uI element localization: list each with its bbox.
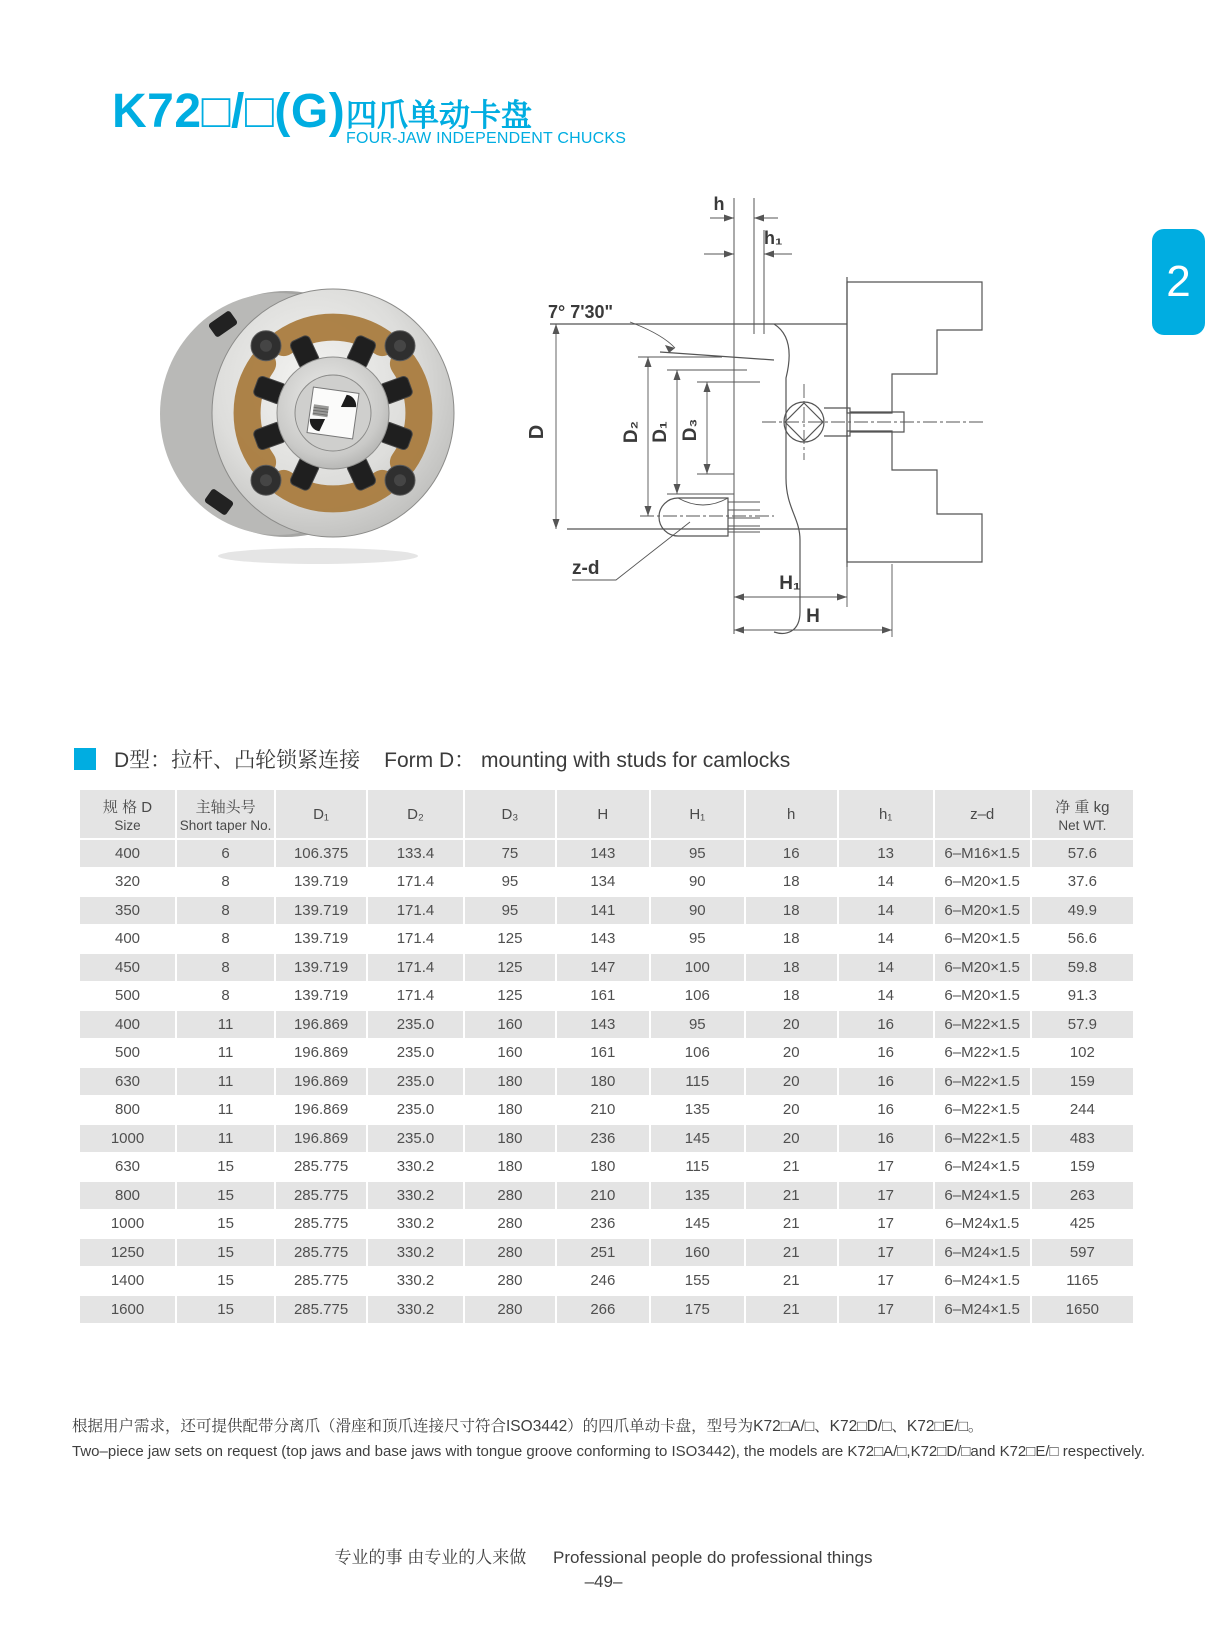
table-cell: 500 [115, 987, 141, 1005]
table-cell: 425 [1069, 1215, 1095, 1233]
table-cell: 210 [557, 1182, 649, 1209]
table-cell: 11 [177, 1068, 274, 1095]
table-row [80, 1068, 1133, 1095]
table-cell: 17 [839, 1239, 933, 1266]
table-cell: 235.0 [396, 1044, 435, 1062]
table-cell: 330.2 [396, 1158, 435, 1176]
table-cell: 8 [221, 930, 230, 948]
table-cell: 450 [80, 954, 175, 981]
table-cell: 280 [465, 1182, 555, 1209]
footnote-en: Two–piece jaw sets on request (top jaws and base jaws with tongue groove conforming to ISO3442), the models are K72□A/□,K72□D/□and K72□E/□ respectively. [72, 1442, 1145, 1460]
table-cell: 17 [877, 1158, 894, 1176]
dim-label-D3: D₃ [680, 418, 701, 442]
table-row [80, 897, 1133, 924]
table-cell: 20 [746, 1125, 837, 1152]
table-cell: 251 [557, 1239, 649, 1266]
table-cell: 180 [465, 1125, 555, 1152]
table-row [80, 983, 1133, 1010]
table-cell: 6–M22×1.5 [944, 1101, 1020, 1119]
section-title-en: Form D： mounting with studs for camlocks [384, 749, 791, 772]
table-cell: 18 [746, 897, 837, 924]
table-cell: 20 [782, 1101, 800, 1119]
table-cell: 143 [557, 840, 649, 867]
table-cell: 159 [1032, 1068, 1133, 1095]
section-bullet-icon [74, 748, 96, 770]
table-cell: 6–M24×1.5 [944, 1272, 1020, 1290]
table-cell: 280 [497, 1272, 523, 1290]
table-cell: 16 [877, 1101, 894, 1119]
table-cell: 95 [501, 873, 519, 891]
table-cell: 1650 [1032, 1296, 1133, 1323]
table-body [80, 840, 1133, 1323]
table-row [80, 1211, 1133, 1238]
table-row [80, 1011, 1133, 1038]
table-cell: 14 [877, 987, 894, 1005]
table-cell: 6–M24×1.5 [935, 1296, 1030, 1323]
table-cell: 320 [115, 873, 141, 891]
table-cell: 11 [177, 1125, 274, 1152]
table-cell: 16 [877, 1044, 894, 1062]
table-cell: 285.775 [276, 1182, 366, 1209]
footer-slogan-zh: 专业的事 由专业的人来做 [334, 1548, 527, 1567]
table-cell: 145 [651, 1125, 744, 1152]
table-cell: 141 [557, 897, 649, 924]
table-cell: 330.2 [368, 1296, 463, 1323]
page-title-en: FOUR-JAW INDEPENDENT CHUCKS [346, 130, 627, 147]
table-cell: 21 [782, 1272, 800, 1290]
table-cell: 20 [746, 1068, 837, 1095]
table-cell: 6–M22×1.5 [935, 1068, 1030, 1095]
table-cell: 6–M16×1.5 [935, 840, 1030, 867]
table-cell: 139.719 [293, 930, 349, 948]
table-cell: 244 [1069, 1101, 1095, 1119]
table-cell: 13 [839, 840, 933, 867]
table-cell: 155 [684, 1272, 710, 1290]
table-cell: 17 [877, 1272, 894, 1290]
table-cell: 134 [590, 873, 616, 891]
table-cell: 6–M22×1.5 [935, 1011, 1030, 1038]
table-cell: 6–M24×1.5 [935, 1239, 1030, 1266]
table-cell: 49.9 [1032, 897, 1133, 924]
table-cell: 330.2 [396, 1215, 435, 1233]
table-cell: 6–M24×1.5 [935, 1182, 1030, 1209]
table-cell: 180 [557, 1068, 649, 1095]
table-cell: 285.775 [293, 1158, 349, 1176]
table-cell: 6–M22×1.5 [944, 1044, 1020, 1062]
table-cell: 280 [465, 1239, 555, 1266]
section-header [74, 744, 790, 774]
table-cell: 8 [221, 987, 230, 1005]
table-row [80, 840, 1133, 867]
table-cell: 17 [839, 1182, 933, 1209]
table-cell: 17 [839, 1296, 933, 1323]
table-row [80, 1040, 1133, 1067]
table-cell: 37.6 [1067, 873, 1097, 891]
table-cell: 1400 [110, 1272, 145, 1290]
table-cell: 6–M20×1.5 [935, 897, 1030, 924]
table-cell: 400 [115, 930, 141, 948]
dim-label-D1: D₁ [650, 421, 671, 443]
column-header: H [557, 790, 649, 838]
page-title-model: K72□/□(G) [112, 85, 346, 138]
column-header: h [746, 790, 837, 838]
table-cell: 8 [221, 873, 230, 891]
table-cell: 1600 [80, 1296, 175, 1323]
dim-label-h1: h₁ [764, 228, 783, 248]
table-cell: 285.775 [276, 1296, 366, 1323]
table-cell: 14 [839, 954, 933, 981]
chapter-tab [1152, 229, 1205, 335]
table-cell: 171.4 [396, 873, 435, 891]
table-cell: 15 [177, 1296, 274, 1323]
table-cell: 171.4 [396, 930, 435, 948]
table-row [80, 1154, 1133, 1181]
table-cell: 15 [177, 1182, 274, 1209]
table-cell: 196.869 [276, 1011, 366, 1038]
table-cell: 400 [80, 840, 175, 867]
table-cell: 236 [590, 1215, 616, 1233]
table-cell: 135 [651, 1182, 744, 1209]
dim-label-H1: H₁ [779, 573, 801, 594]
table-cell: 139.719 [276, 897, 366, 924]
table-cell: 15 [177, 1239, 274, 1266]
table-cell: 15 [217, 1158, 234, 1176]
table-cell: 11 [177, 1011, 274, 1038]
table-row [80, 869, 1133, 896]
column-header: h₁ [839, 790, 933, 838]
footnotes [72, 1414, 1152, 1464]
table-cell: 8 [177, 897, 274, 924]
table-cell: 597 [1032, 1239, 1133, 1266]
table-cell: 133.4 [368, 840, 463, 867]
table-cell: 6–M20×1.5 [944, 987, 1020, 1005]
table-cell: 483 [1032, 1125, 1133, 1152]
table-row [80, 926, 1133, 953]
table-cell: 91.3 [1067, 987, 1097, 1005]
table-cell: 500 [115, 1044, 141, 1062]
column-header: 规 格 D Size [80, 790, 175, 838]
table-cell: 21 [782, 1215, 800, 1233]
table-cell: 350 [80, 897, 175, 924]
table-cell: 139.719 [293, 873, 349, 891]
table-row [80, 1097, 1133, 1124]
table-cell: 330.2 [368, 1239, 463, 1266]
table-cell: 145 [684, 1215, 710, 1233]
column-header: 净 重 kg Net WT. [1032, 790, 1133, 838]
table-cell: 196.869 [293, 1044, 349, 1062]
table-cell: 95 [651, 1011, 744, 1038]
table-cell: 90 [688, 873, 706, 891]
column-header: z–d [935, 790, 1030, 838]
table-cell: 95 [688, 930, 706, 948]
table-cell: 285.775 [276, 1239, 366, 1266]
table-row [80, 1268, 1133, 1295]
table-cell: 800 [80, 1182, 175, 1209]
table-cell: 106 [684, 1044, 710, 1062]
table-cell: 235.0 [368, 1068, 463, 1095]
table-cell: 18 [782, 987, 800, 1005]
table-cell: 115 [685, 1158, 710, 1176]
spec-table [78, 788, 1135, 1325]
table-cell: 6 [177, 840, 274, 867]
table-cell: 139.719 [276, 954, 366, 981]
table-cell: 8 [177, 954, 274, 981]
table-cell: 57.9 [1032, 1011, 1133, 1038]
table-cell: 139.719 [293, 987, 349, 1005]
table-cell: 630 [115, 1158, 141, 1176]
chapter-number: 2 [1166, 257, 1191, 306]
table-cell: 14 [877, 873, 894, 891]
table-cell: 6–M20×1.5 [935, 954, 1030, 981]
table-cell: 196.869 [293, 1101, 349, 1119]
table-cell: 235.0 [368, 1125, 463, 1152]
table-cell: 95 [465, 897, 555, 924]
table-cell: 266 [557, 1296, 649, 1323]
table-cell: 17 [877, 1215, 894, 1233]
column-header: H₁ [651, 790, 744, 838]
table-cell: 18 [746, 954, 837, 981]
table-cell: 143 [590, 930, 616, 948]
table-cell: 147 [557, 954, 649, 981]
column-header: 主轴头号 Short taper No. [177, 790, 274, 838]
table-cell: 20 [746, 1011, 837, 1038]
table-cell: 75 [465, 840, 555, 867]
table-cell: 180 [590, 1158, 616, 1176]
table-cell: 246 [590, 1272, 616, 1290]
table-cell: 95 [651, 840, 744, 867]
table-cell: 143 [557, 1011, 649, 1038]
dim-label-zd: z-d [572, 558, 600, 579]
table-cell: 16 [839, 1068, 933, 1095]
table-cell: 630 [80, 1068, 175, 1095]
page-title-zh: 四爪单动卡盘 [346, 98, 532, 133]
table-cell: 11 [217, 1101, 234, 1119]
table-cell: 285.775 [293, 1215, 349, 1233]
table-cell: 1000 [110, 1215, 145, 1233]
table-cell: 171.4 [368, 897, 463, 924]
table-cell: 59.8 [1032, 954, 1133, 981]
table-cell: 106.375 [276, 840, 366, 867]
footer-slogan [0, 1543, 1207, 1568]
table-cell: 210 [590, 1101, 616, 1119]
table-cell: 15 [217, 1215, 234, 1233]
table-cell: 1250 [80, 1239, 175, 1266]
table-cell: 125 [497, 930, 523, 948]
table-cell: 800 [115, 1101, 141, 1119]
table-cell: 330.2 [368, 1182, 463, 1209]
table-cell: 6–M22×1.5 [935, 1125, 1030, 1152]
table-row [80, 1239, 1133, 1266]
table-cell: 16 [839, 1125, 933, 1152]
dim-label-h: h [713, 194, 725, 214]
table-cell: 21 [782, 1158, 800, 1176]
table-cell: 330.2 [396, 1272, 435, 1290]
table-cell: 6–M24×1.5 [944, 1158, 1020, 1176]
footer-slogan-en: Professional people do professional things [553, 1548, 873, 1567]
table-cell: 14 [839, 897, 933, 924]
table-cell: 18 [782, 930, 800, 948]
table-cell: 100 [651, 954, 744, 981]
table-cell: 160 [651, 1239, 744, 1266]
table-cell: 280 [497, 1215, 523, 1233]
column-header: D₂ [368, 790, 463, 838]
table-row [80, 1125, 1133, 1152]
dim-label-D: D [526, 424, 548, 440]
table-cell: 106 [684, 987, 710, 1005]
table-cell: 102 [1069, 1044, 1095, 1062]
table-cell: 236 [557, 1125, 649, 1152]
table-cell: 21 [746, 1182, 837, 1209]
table-cell: 161 [590, 987, 616, 1005]
table-cell: 6–M20×1.5 [944, 930, 1020, 948]
dim-label-D2: D₂ [621, 420, 642, 444]
table-cell: 115 [651, 1068, 744, 1095]
table-cell: 125 [465, 954, 555, 981]
table-cell: 160 [465, 1011, 555, 1038]
table-cell: 125 [497, 987, 523, 1005]
table-cell: 15 [217, 1272, 234, 1290]
table-cell: 171.4 [368, 954, 463, 981]
table-cell: 1165 [1066, 1272, 1099, 1290]
table-row [80, 1182, 1133, 1209]
table-cell: 56.6 [1067, 930, 1097, 948]
table-cell: 161 [590, 1044, 616, 1062]
table-cell: 6–M24x1.5 [945, 1215, 1020, 1233]
technical-drawing [512, 182, 990, 650]
table-cell: 16 [839, 1011, 933, 1038]
table-cell: 21 [746, 1239, 837, 1266]
table-cell: 171.4 [396, 987, 435, 1005]
table-header-row [80, 790, 1133, 838]
table-cell: 16 [746, 840, 837, 867]
table-cell: 14 [877, 930, 894, 948]
table-cell: 160 [497, 1044, 523, 1062]
table-cell: 21 [746, 1296, 837, 1323]
table-cell: 196.869 [276, 1125, 366, 1152]
table-cell: 400 [80, 1011, 175, 1038]
table-cell: 235.0 [396, 1101, 435, 1119]
table-row [80, 954, 1133, 981]
table-row [80, 1296, 1133, 1323]
table-cell: 90 [651, 897, 744, 924]
table-cell: 11 [217, 1044, 234, 1062]
chuck-photo [158, 264, 478, 568]
dim-label-angle: 7° 7'30" [548, 302, 614, 322]
table-cell: 196.869 [276, 1068, 366, 1095]
table-cell: 175 [651, 1296, 744, 1323]
table-cell: 280 [465, 1296, 555, 1323]
table-cell: 263 [1032, 1182, 1133, 1209]
table-cell: 6–M20×1.5 [944, 873, 1020, 891]
table-cell: 180 [497, 1158, 523, 1176]
column-header: D₁ [276, 790, 366, 838]
table-cell: 180 [465, 1068, 555, 1095]
footnote-zh: 根据用户需求，还可提供配带分离爪（滑座和顶爪连接尺寸符合ISO3442）的四爪单动卡盘，型号为K72□A/□、K72□D/□、K72□E/□。 [72, 1418, 984, 1435]
table-cell: 57.6 [1032, 840, 1133, 867]
dim-label-H: H [806, 606, 820, 627]
table-cell: 159 [1069, 1158, 1095, 1176]
section-title-zh: D型：拉杆、凸轮锁紧连接 [114, 749, 361, 772]
table-cell: 180 [497, 1101, 523, 1119]
column-header: D₃ [465, 790, 555, 838]
table-cell: 18 [782, 873, 800, 891]
table-cell: 285.775 [293, 1272, 349, 1290]
page-number: –49– [584, 1572, 623, 1591]
table-cell: 235.0 [368, 1011, 463, 1038]
table-cell: 20 [782, 1044, 800, 1062]
table-cell: 1000 [80, 1125, 175, 1152]
table-cell: 135 [684, 1101, 710, 1119]
